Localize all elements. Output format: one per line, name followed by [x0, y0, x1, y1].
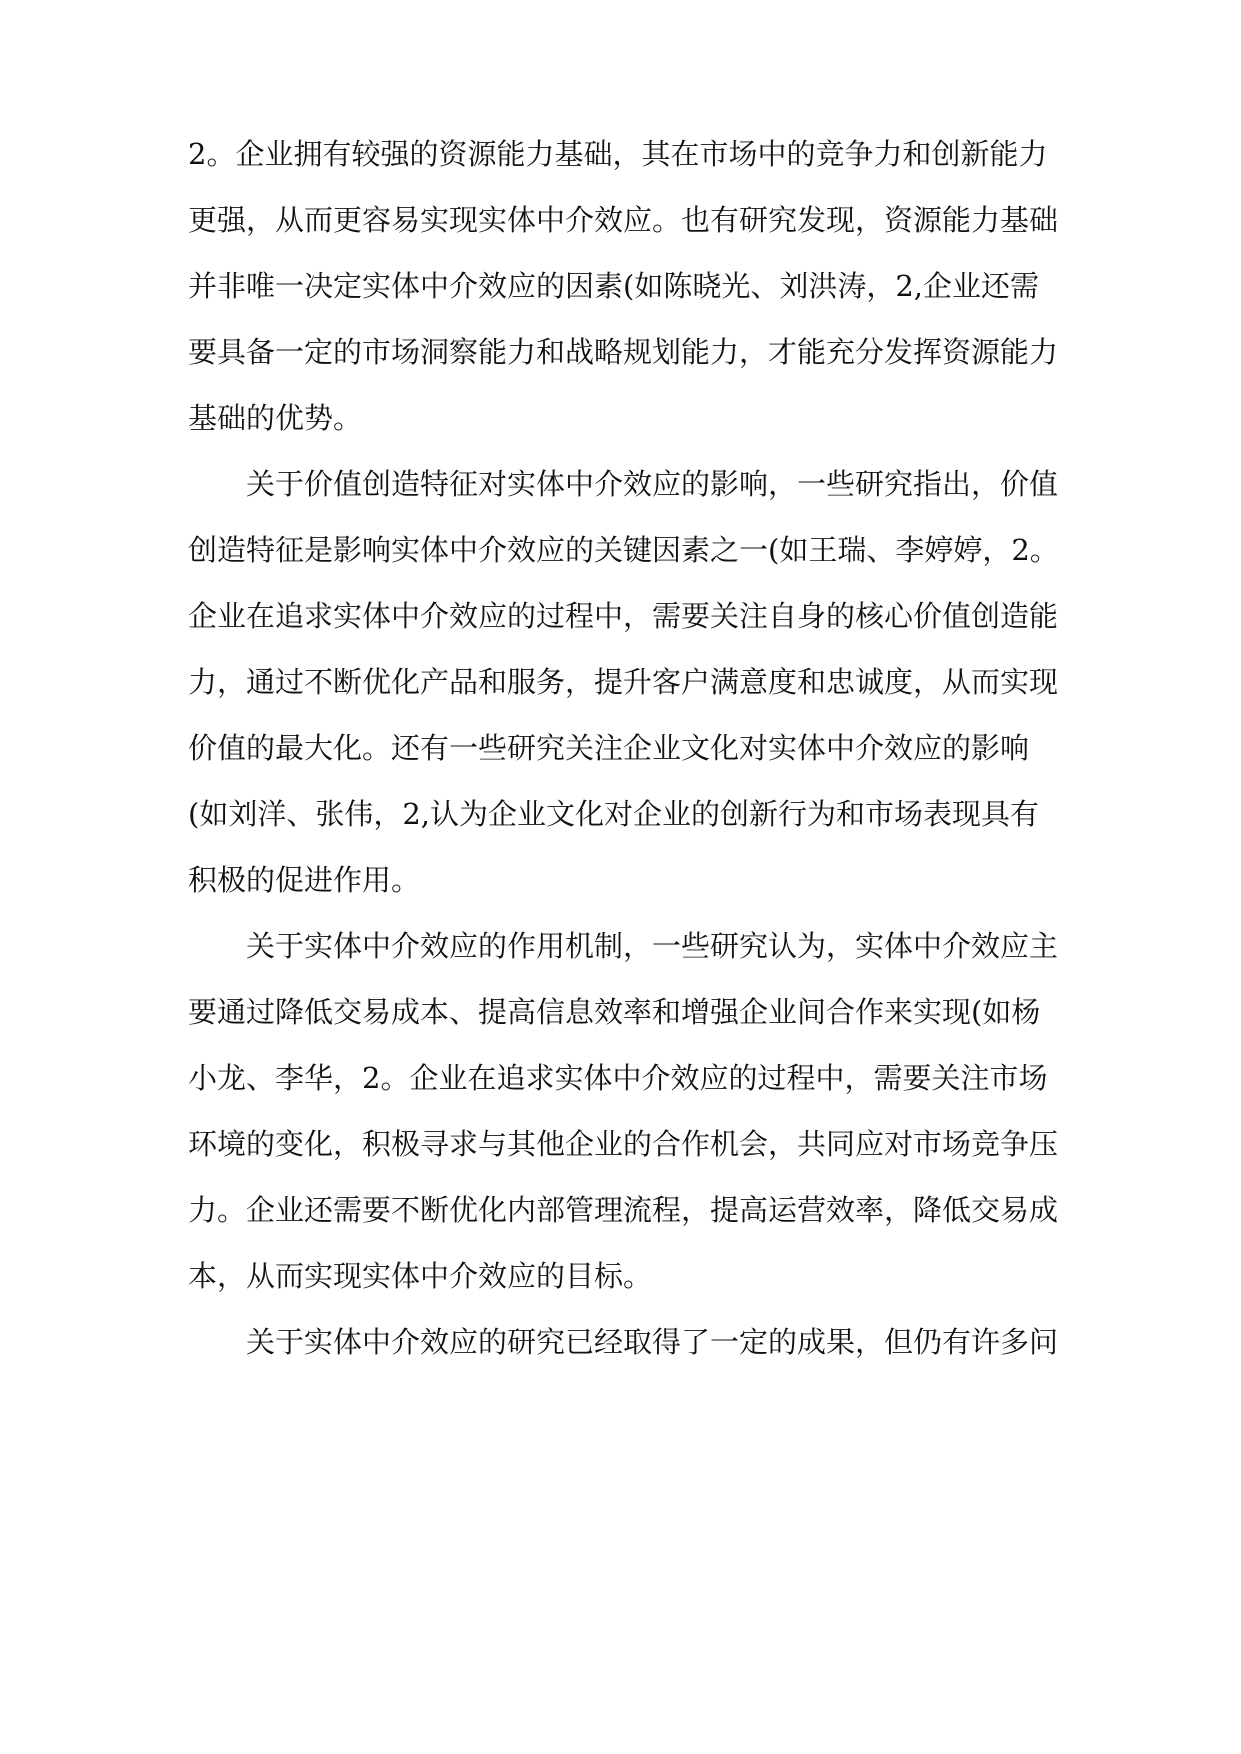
text-line: 2。企业拥有较强的资源能力基础，其在市场中的竞争力和创新能力 — [188, 137, 1048, 171]
text-line: 基础的优势。 — [188, 401, 363, 435]
text-line: 小龙、李华，2。企业在追求实体中介效应的过程中，需要关注市场 — [188, 1061, 1048, 1095]
text-line: 更强，从而更容易实现实体中介效应。也有研究发现，资源能力基础 — [188, 203, 1059, 237]
text-line: 力，通过不断优化产品和服务，提升客户满意度和忠诚度，从而实现 — [188, 665, 1059, 699]
text-line: 价值的最大化。还有一些研究关注企业文化对实体中介效应的影响 — [188, 731, 1030, 765]
text-line: 积极的促进作用。 — [188, 863, 421, 897]
text-line: 要通过降低交易成本、提高信息效率和增强企业间合作来实现(如杨 — [188, 995, 1041, 1029]
text-line: 关于实体中介效应的研究已经取得了一定的成果，但仍有许多问 — [246, 1325, 1059, 1359]
text-line: 创造特征是影响实体中介效应的关键因素之一(如王瑞、李婷婷，2。 — [188, 533, 1059, 567]
text-line: 要具备一定的市场洞察能力和战略规划能力，才能充分发挥资源能力 — [188, 335, 1059, 369]
text-line: 企业在追求实体中介效应的过程中，需要关注自身的核心价值创造能 — [188, 599, 1059, 633]
text-line: 力。企业还需要不断优化内部管理流程，提高运营效率，降低交易成 — [188, 1193, 1059, 1227]
text-line: (如刘洋、张伟，2,认为企业文化对企业的创新行为和市场表现具有 — [188, 797, 1039, 831]
text-line: 关于实体中介效应的作用机制，一些研究认为，实体中介效应主 — [246, 929, 1059, 963]
text-line: 并非唯一决定实体中介效应的因素(如陈晓光、刘洪涛，2,企业还需 — [188, 269, 1039, 303]
text-line: 本，从而实现实体中介效应的目标。 — [188, 1259, 653, 1293]
text-line: 环境的变化，积极寻求与其他企业的合作机会，共同应对市场竞争压 — [188, 1127, 1059, 1161]
text-line: 关于价值创造特征对实体中介效应的影响，一些研究指出，价值 — [246, 467, 1059, 501]
